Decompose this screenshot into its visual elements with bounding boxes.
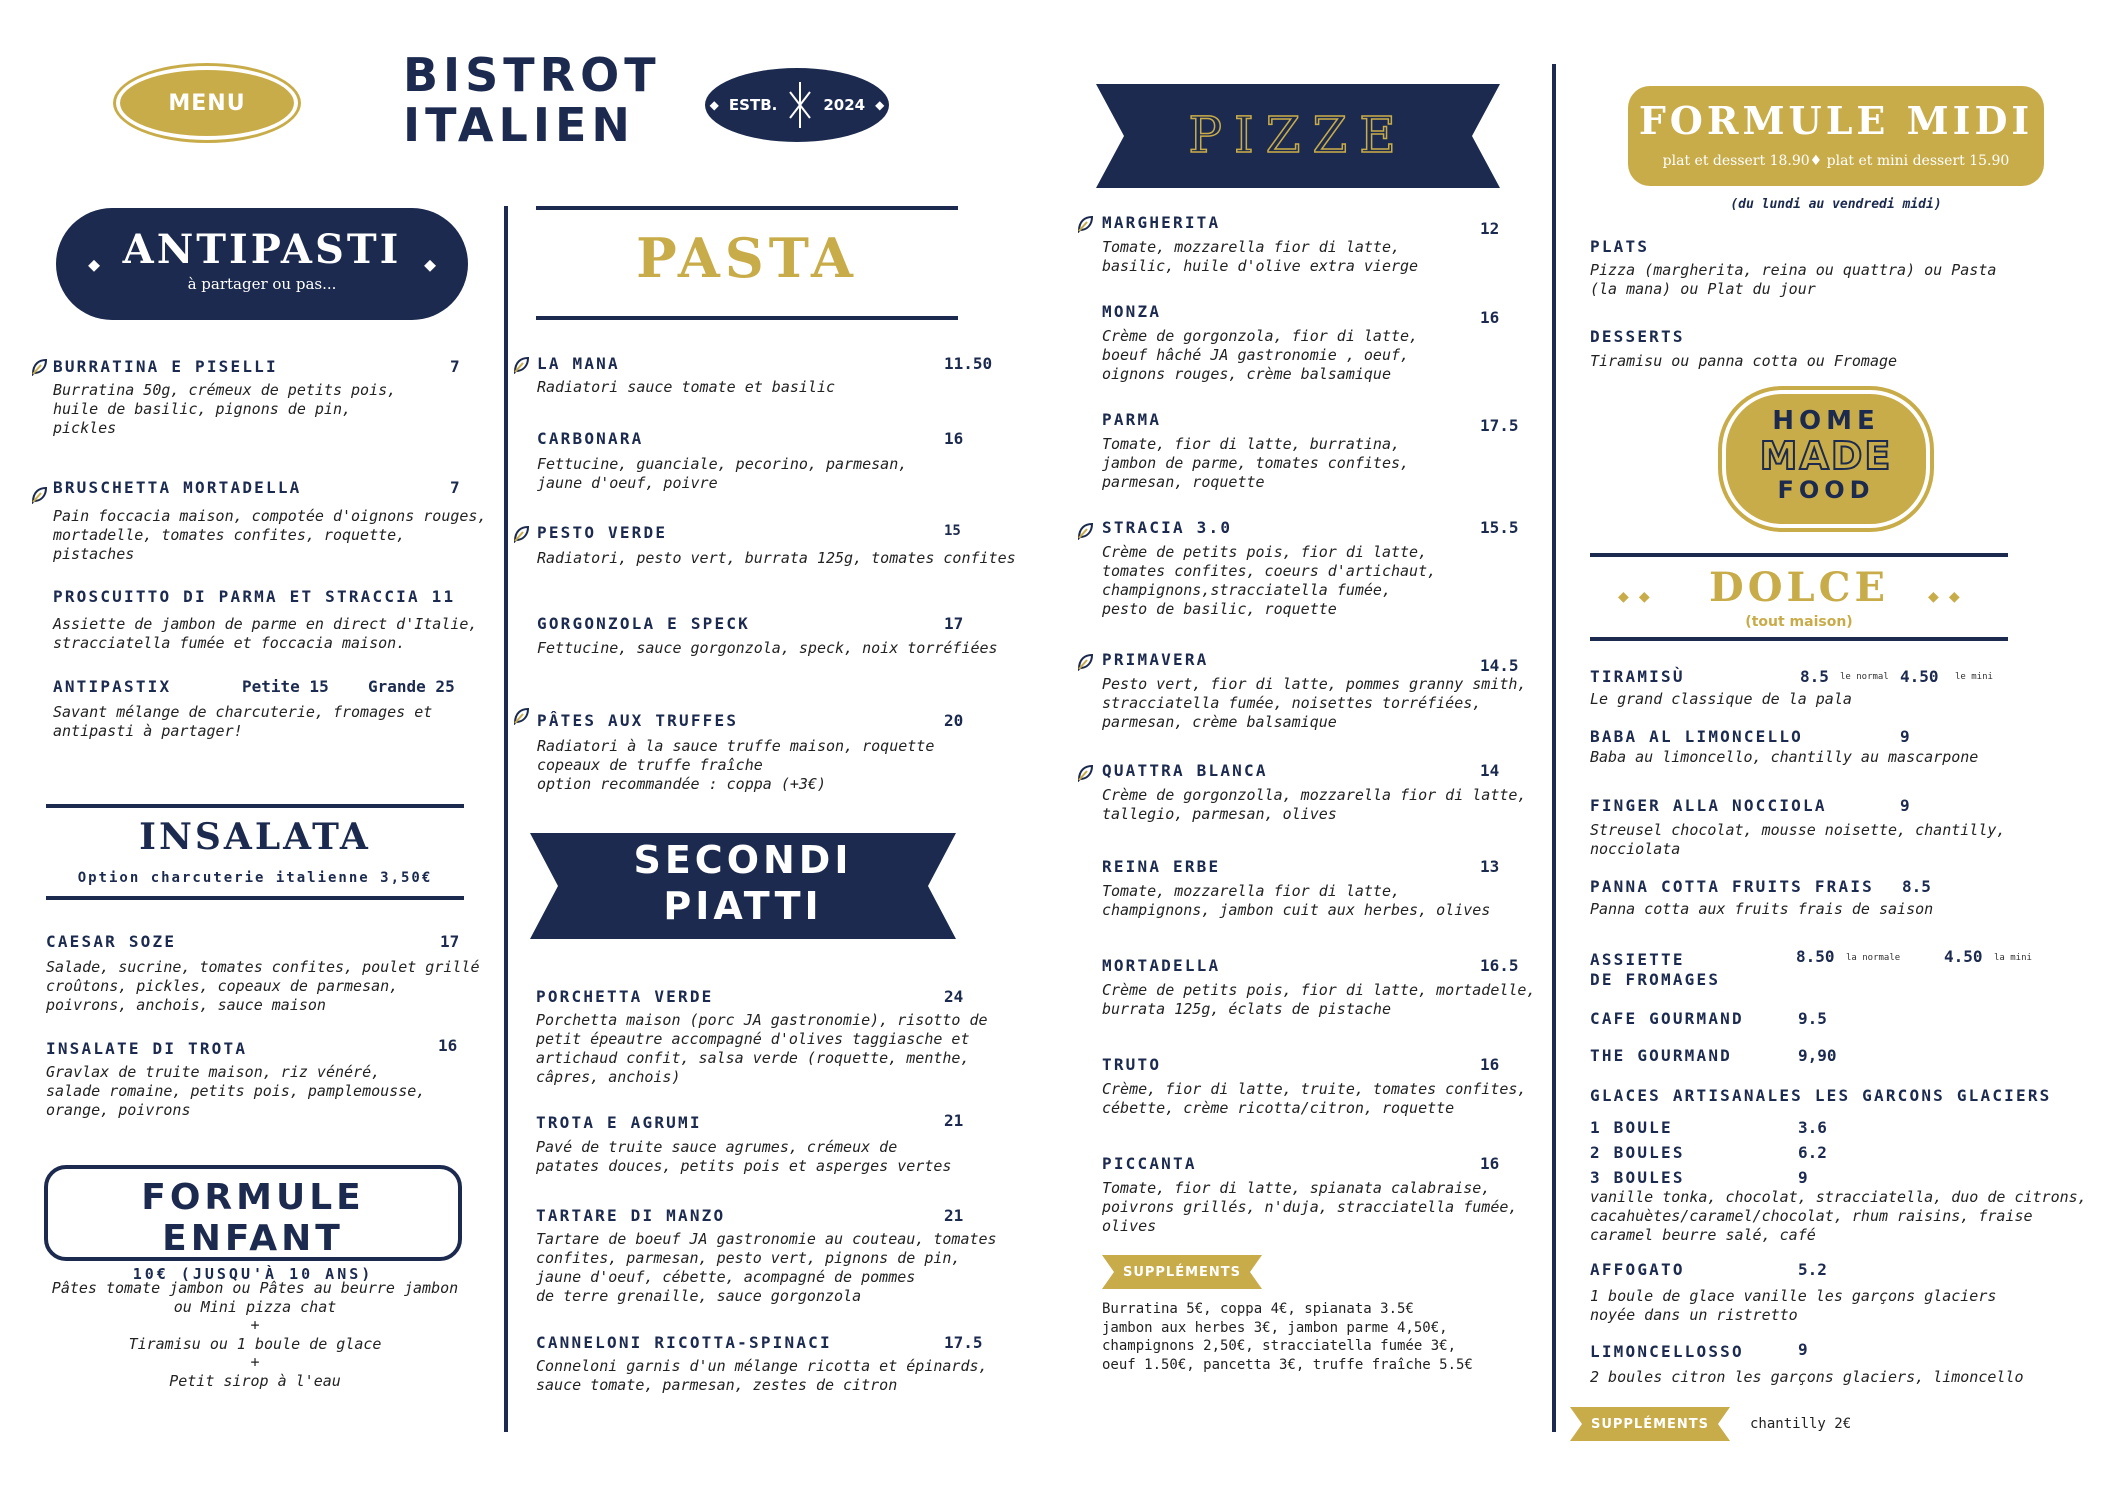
desc-line: Tomate, fior di latte, spianata calabraise,: [1102, 1179, 1491, 1197]
leaf-icon: [512, 356, 530, 374]
formule-midi-days: (du lundi au vendredi midi): [1730, 197, 1942, 212]
formule-midi-box: [1628, 86, 2044, 186]
supplements-desc: chantilly 2€: [1750, 1416, 1852, 1432]
desc-line: Pâtes tomate jambon ou Pâtes au beurre jambon: [51, 1279, 459, 1297]
menu-item-price-2-note: le mini: [1955, 672, 1993, 682]
desc-line: Gravlax de truite maison, riz vénéré,: [46, 1063, 381, 1081]
pizze-title: PIZZE: [1188, 106, 1408, 164]
menu-item-desc: [536, 1357, 988, 1395]
desc-line: Tomate, fior di latte, burratina,: [1102, 435, 1401, 453]
menu-item-price: 7: [450, 478, 460, 497]
desc-line: oignons rouges, crème balsamique: [1102, 365, 1391, 383]
desc-line: Radiatori, pesto vert, burrata 125g, tomates confites: [537, 549, 1016, 567]
diamond-icon: ◆◆: [1928, 586, 1970, 607]
menu-item-price-2: 4.50: [1900, 667, 1939, 686]
desc-line: Crème de petits pois, fior di latte,: [1102, 543, 1428, 561]
supplements-label: SUPPLÉMENTS: [1122, 1264, 1242, 1280]
menu-item-name: LIMONCELLOSSO: [1590, 1342, 1744, 1361]
desc-line: 1 boule de glace vanille les garçons glaciers: [1590, 1287, 1997, 1305]
menu-item-price: 11.50: [944, 354, 993, 373]
desc-line: olives: [1102, 1217, 1157, 1235]
formule-enfant-box: [44, 1165, 462, 1283]
desc-line: Pain foccacia maison, compotée d'oignons rouges,: [53, 507, 487, 525]
diamond-icon: ◆: [423, 252, 436, 276]
menu-item-name: PARMA: [1102, 410, 1162, 429]
menu-item-price: 7: [450, 357, 460, 376]
menu-item-desc: [1102, 435, 1409, 492]
menu-item-name: ANTIPASTIX: [53, 677, 172, 696]
menu-item-desc: [53, 703, 432, 741]
desc-line: poivrons grillés, n'duja, stracciatella fumée,: [1102, 1198, 1518, 1216]
dolce-rule-top: [1590, 553, 2008, 557]
desserts-label: DESSERTS: [1590, 327, 1685, 346]
desc-line: parmesan, crème balsamique: [1102, 713, 1337, 731]
menu-item-price: 13: [1480, 857, 1500, 876]
menu-item-name: CAESAR SOZE: [46, 932, 177, 951]
menu-item-price: 9: [1900, 727, 1910, 746]
desc-line: +: [250, 1353, 260, 1371]
menu-item-name: GORGONZOLA E SPECK: [537, 614, 750, 633]
glaces-title: GLACES ARTISANALES LES GARCONS GLACIERS: [1590, 1086, 2052, 1105]
menu-item-price: 15: [944, 523, 961, 539]
supplements-label: SUPPLÉMENTS: [1590, 1416, 1710, 1432]
menu-item-price: 12: [1480, 219, 1500, 238]
desc-line: basilic, huile d'olive extra vierge: [1102, 257, 1419, 275]
desc-line: stracciatella fumée et foccacia maison.: [53, 634, 406, 652]
menu-item-desc: [1590, 821, 2005, 859]
menu-item-desc: [1102, 238, 1418, 276]
menu-item-desc: Panna cotta aux fruits frais de saison: [1590, 900, 1934, 918]
menu-item-price-large: Grande 25: [368, 677, 455, 696]
menu-item-desc: [1102, 675, 1526, 732]
secondi-ribbon: [530, 833, 956, 939]
menu-item-desc: [537, 378, 835, 397]
menu-item-price: 16: [944, 429, 964, 448]
desc-line: Burratina 50g, crémeux de petits pois,: [53, 381, 397, 399]
leaf-icon: [512, 707, 530, 725]
insalata-title: INSALATA: [139, 816, 371, 858]
formule-midi-prices: plat et dessert 18.90♦ plat et mini dessert 15.90: [1662, 153, 2010, 169]
menu-item-desc: [53, 381, 396, 438]
desc-line: Petit sirop à l'eau: [169, 1371, 341, 1390]
insalata-rule-top: [46, 804, 464, 808]
menu-item-price: 17.5: [944, 1333, 983, 1352]
homemade-badge: [1722, 390, 1930, 528]
desc-line: mortadelle, tomates confites, roquette,: [53, 526, 406, 544]
menu-item-price: 8.50: [1796, 947, 1835, 966]
brand-line-1: BISTROT: [403, 48, 661, 102]
menu-item-price: 9.5: [1798, 1009, 1827, 1028]
desc-line: câpres, anchois): [536, 1068, 681, 1086]
menu-item-price-small: Petite 15: [242, 677, 329, 696]
menu-item-price-note: le normal: [1840, 672, 1889, 682]
menu-item-desc: [1102, 1080, 1526, 1118]
desc-line: Savant mélange de charcuterie, fromages et: [53, 703, 433, 721]
menu-item-price: 24: [944, 987, 964, 1006]
menu-item-desc: [537, 639, 998, 658]
menu-item-price: 21: [944, 1206, 964, 1225]
menu-item-name: PÂTES AUX TRUFFES: [537, 711, 739, 730]
desc-line: Tomate, mozzarella fior di latte,: [1102, 238, 1401, 256]
menu-item-name: PORCHETTA VERDE: [536, 987, 714, 1006]
antipasti-header: [56, 208, 468, 320]
diamond-icon: ◆: [88, 252, 101, 276]
desc-line: Assiette de jambon de parme en direct d'Italie,: [53, 615, 478, 633]
menu-item-name: TARTARE DI MANZO: [536, 1206, 726, 1225]
brand-title: [403, 50, 661, 150]
menu-item-price: 15.5: [1480, 518, 1519, 537]
menu-item-name: PICCANTA: [1102, 1154, 1197, 1173]
menu-item-name: CANNELONI RICOTTA-SPINACI: [536, 1333, 832, 1352]
menu-item-name: CARBONARA: [537, 429, 644, 448]
menu-item-name: QUATTRA BLANCA: [1102, 761, 1268, 780]
desc-line: noyée dans un ristretto: [1590, 1306, 1798, 1324]
title-line: SECONDI: [633, 838, 853, 882]
glace-item-name: 1 BOULE: [1590, 1118, 1673, 1137]
desc-line: croûtons, pickles, copeaux de parmesan,: [46, 977, 399, 995]
menu-item-price: 5.2: [1798, 1260, 1827, 1279]
desc-line: tallegio, parmesan, olives: [1102, 805, 1337, 823]
menu-badge: [116, 66, 298, 140]
desc-line: (la mana) ou Plat du jour: [1590, 280, 1816, 298]
menu-item-desc: [1102, 981, 1535, 1019]
menu-item-desc: [46, 958, 479, 1015]
desc-line: cacahuètes/caramel/chocolat, rhum raisins, fraise: [1590, 1207, 2033, 1225]
desc-line: cébette, crème ricotta/citron, roquette: [1102, 1099, 1455, 1117]
desc-line: champignons 2,50€, stracciatella fumée 3€,: [1102, 1338, 1457, 1354]
desc-line: Tartare de boeuf JA gastronomie au couteau, tomates: [536, 1230, 997, 1248]
homemade-line-2: MADE: [1759, 434, 1893, 478]
glace-item-price: 6.2: [1798, 1143, 1827, 1162]
formule-enfant-desc: [40, 1279, 470, 1390]
supplements-tag: [1570, 1407, 1730, 1441]
desc-line: oeuf 1.50€, pancetta 3€, truffe fraîche 5.5€: [1102, 1356, 1473, 1373]
menu-item-name: BURRATINA E PISELLI: [53, 357, 278, 376]
menu-item-price: 17: [440, 932, 460, 951]
menu-item-desc: [537, 455, 907, 493]
desc-line: patates douces, petits pois et asperges vertes: [536, 1157, 952, 1175]
menu-item-price: 16: [438, 1036, 458, 1055]
formule-midi-title: FORMULE MIDI: [1638, 98, 2034, 143]
desc-line: Streusel chocolat, mousse noisette, chantilly,: [1590, 821, 2006, 839]
menu-item-desc: [53, 615, 477, 653]
leaf-icon: [1076, 522, 1094, 540]
menu-item-price: 9: [1900, 796, 1910, 815]
desc-line: tomates confites, coeurs d'artichaut,: [1102, 562, 1437, 580]
desc-line: Porchetta maison (porc JA gastronomie), risotto de: [536, 1011, 988, 1029]
dolce-title: DOLCE: [1709, 564, 1889, 611]
menu-item-desc: [1102, 882, 1490, 920]
menu-item-price: 8.5: [1800, 667, 1829, 686]
menu-item-price: 16.5: [1480, 956, 1519, 975]
name-line: ASSIETTE: [1590, 950, 1685, 969]
menu-item-price: 17.5: [1480, 416, 1519, 435]
menu-item-price: 21: [944, 1111, 964, 1130]
menu-item-name: AFFOGATO: [1590, 1260, 1685, 1279]
desc-line: Burratina 5€, coppa 4€, spianata 3.5€: [1102, 1301, 1414, 1317]
desc-line: antipasti à partager!: [53, 722, 243, 740]
menu-item-price: 20: [944, 711, 964, 730]
pasta-title: PASTA: [636, 226, 858, 290]
desc-line: nocciolata: [1590, 840, 1681, 858]
menu-item-name: MORTADELLA: [1102, 956, 1221, 975]
homemade-line-1: HOME: [1772, 406, 1880, 436]
desc-line: champignons,stracciatella fumée,: [1102, 581, 1391, 599]
desc-line: Radiatori à la sauce truffe maison, roquette: [537, 737, 935, 755]
column-divider-1: [504, 206, 508, 1432]
menu-item-name: PRIMAVERA: [1102, 650, 1209, 669]
menu-item-desc: [46, 1063, 425, 1120]
desc-line: poivrons, anchois, sauce maison: [46, 996, 326, 1014]
menu-item-name: CAFE GOURMAND: [1590, 1009, 1744, 1028]
desc-line: copeaux de truffe fraîche: [537, 756, 763, 774]
desc-line: pickles: [53, 419, 117, 437]
menu-item-desc: [1102, 1179, 1517, 1236]
desc-line: Pizza (margherita, reina ou quattra) ou Pasta: [1590, 261, 1997, 279]
menu-item-desc: Le grand classique de la pala: [1590, 690, 1852, 708]
supplements-tag: [1102, 1255, 1262, 1289]
desc-line: pesto de basilic, roquette: [1102, 600, 1337, 618]
menu-item-name: REINA ERBE: [1102, 857, 1221, 876]
menu-item-name: STRACIA 3.0: [1102, 518, 1233, 537]
menu-item-desc: [1102, 786, 1526, 824]
desc-line: jaune d'oeuf, cébette, acompagné de pommes: [536, 1268, 916, 1286]
menu-item-name: INSALATE DI TROTA: [46, 1039, 248, 1058]
leaf-icon: [1076, 653, 1094, 671]
plats-desc: [1590, 261, 1996, 299]
menu-item-desc: [1590, 1287, 1996, 1325]
leaf-icon: [30, 358, 48, 376]
desc-line: Crème, fior di latte, truite, tomates confites,: [1102, 1080, 1527, 1098]
desc-line: jaune d'oeuf, poivre: [537, 474, 718, 492]
wheat-icon: [787, 80, 813, 130]
desc-line: jambon aux herbes 3€, jambon parme 4,50€,: [1102, 1319, 1448, 1336]
menu-item-desc: Baba au limoncello, chantilly au mascarpone: [1590, 748, 1979, 766]
menu-item-name: FINGER ALLA NOCCIOLA: [1590, 796, 1827, 815]
desc-line: caramel beurre salé, café: [1590, 1226, 1816, 1244]
menu-item-name: TIRAMISÙ: [1590, 667, 1685, 686]
desc-line: Tomate, mozzarella fior di latte,: [1102, 882, 1401, 900]
leaf-icon: [512, 525, 530, 543]
plats-label: PLATS: [1590, 237, 1650, 256]
menu-item-name: MONZA: [1102, 302, 1162, 321]
insalata-option: Option charcuterie italienne 3,50€: [77, 870, 433, 886]
menu-item-desc: [536, 1138, 951, 1176]
menu-item-price: 16: [1480, 1055, 1500, 1074]
pizze-ribbon: [1096, 84, 1500, 188]
menu-item-price: 16: [1480, 308, 1500, 327]
menu-item-name: [1590, 950, 1720, 990]
desc-line: artichaud confit, salsa verde (roquette, menthe,: [536, 1049, 970, 1067]
leaf-icon: [1076, 215, 1094, 233]
desc-line: champignons, jambon cuit aux herbes, olives: [1102, 901, 1491, 919]
secondi-title: [530, 837, 956, 929]
menu-item-name: LA MANA: [537, 354, 620, 373]
desc-line: sauce tomate, parmesan, zestes de citron: [536, 1376, 898, 1394]
glaces-desc: [1590, 1188, 2087, 1245]
desc-line: Conneloni garnis d'un mélange ricotta et épinards,: [536, 1357, 988, 1375]
menu-item-desc: [537, 549, 1016, 568]
menu-label: MENU: [168, 90, 246, 116]
menu-item-name: PESTO VERDE: [537, 523, 668, 542]
diamond-icon: ◆◆: [1618, 586, 1660, 607]
estb-label: ESTB.: [728, 96, 778, 114]
desc-line: petit épeautre accompagné d'olives taggiasche et: [536, 1030, 970, 1048]
desc-line: confites, parmesan, pesto vert, pignons de pin,: [536, 1249, 961, 1267]
brand-line-2: ITALIEN: [403, 98, 635, 152]
desc-line: Radiatori sauce tomate et basilic: [537, 378, 836, 396]
desc-line: Fettucine, sauce gorgonzola, speck, noix torréfiées: [537, 639, 998, 657]
pasta-rule-bottom: [536, 316, 958, 320]
menu-item-name: TROTA E AGRUMI: [536, 1113, 702, 1132]
desc-line: orange, poivrons: [46, 1101, 191, 1119]
pasta-rule-top: [536, 206, 958, 210]
menu-item-name: MARGHERITA: [1102, 213, 1221, 232]
menu-item-price: 9,90: [1798, 1046, 1837, 1065]
glace-item-name: 2 BOULES: [1590, 1143, 1685, 1162]
desc-line: de terre grenaille, sauce gorgonzola: [536, 1287, 862, 1305]
desc-line: salade romaine, petits pois, pamplemousse,: [46, 1082, 426, 1100]
menu-item-desc: [536, 1011, 988, 1087]
desc-line: Crème de gorgonzola, fior di latte,: [1102, 327, 1419, 345]
glace-item-price: 3.6: [1798, 1118, 1827, 1137]
dolce-rule-bottom: [1590, 637, 2008, 641]
desc-line: Pesto vert, fior di latte, pommes granny smith,: [1102, 675, 1527, 693]
menu-item-price: 14.5: [1480, 656, 1519, 675]
desc-line: huile de basilic, pignons de pin,: [53, 400, 352, 418]
menu-item-price: 16: [1480, 1154, 1500, 1173]
menu-item-price-2-note: la mini: [1994, 953, 2032, 963]
formule-enfant-title: FORMULE ENFANT: [141, 1177, 365, 1259]
menu-item-price: 17: [944, 614, 964, 633]
menu-item-name: TRUTO: [1102, 1055, 1162, 1074]
desc-line: parmesan, roquette: [1102, 473, 1265, 491]
desc-line: ou Mini pizza chat: [173, 1297, 337, 1316]
desc-line: Tiramisu ou 1 boule de glace: [128, 1334, 382, 1353]
desc-line: option recommandée : coppa (+3€): [537, 775, 826, 793]
menu-item-desc: [536, 1230, 997, 1306]
desc-line: stracciatella fumée, noisettes torréfiées,: [1102, 694, 1482, 712]
desc-line: boeuf hâché JA gastronomie , oeuf,: [1102, 346, 1410, 364]
glace-item-price: 9: [1798, 1168, 1808, 1187]
name-line: DE FROMAGES: [1590, 970, 1721, 989]
leaf-icon: [30, 486, 48, 504]
leaf-icon: [1076, 764, 1094, 782]
desc-line: Fettucine, guanciale, pecorino, parmesan,: [537, 455, 908, 473]
menu-item-price-note: la normale: [1846, 953, 1901, 963]
menu-item-name: THE GOURMAND: [1590, 1046, 1732, 1065]
desserts-desc: Tiramisu ou panna cotta ou Fromage: [1590, 352, 1898, 370]
menu-item-price-2: 4.50: [1944, 947, 1983, 966]
desc-line: burrata 125g, éclats de pistache: [1102, 1000, 1391, 1018]
established-badge: [705, 68, 889, 142]
desc-line: Crème de petits pois, fior di latte, mortadelle,: [1102, 981, 1536, 999]
desc-line: vanille tonka, chocolat, stracciatella, duo de citrons,: [1590, 1188, 2087, 1206]
antipasti-subtitle: à partager ou pas...: [187, 275, 337, 293]
menu-item-desc: [537, 737, 934, 794]
desc-line: Crème de gorgonzolla, mozzarella fior di latte,: [1102, 786, 1527, 804]
desc-line: +: [250, 1316, 260, 1334]
diamond-icon: ◆: [875, 98, 885, 112]
desc-line: Salade, sucrine, tomates confites, poulet grillé: [46, 958, 480, 976]
homemade-line-3: FOOD: [1777, 476, 1875, 504]
menu-item-name: PROSCUITTO DI PARMA ET STRACCIA 11: [53, 587, 456, 606]
menu-item-price: 9: [1798, 1340, 1808, 1359]
menu-item-name: BRUSCHETTA MORTADELLA: [53, 478, 302, 497]
column-divider-3: [1552, 64, 1556, 1432]
glace-item-name: 3 BOULES: [1590, 1168, 1685, 1187]
menu-item-desc: [1102, 327, 1418, 384]
estb-year: 2024: [823, 96, 866, 114]
desc-line: jambon de parme, tomates confites,: [1102, 454, 1410, 472]
supplements-desc: [1102, 1300, 1473, 1374]
diamond-icon: ◆: [709, 98, 719, 112]
menu-item-name: BABA AL LIMONCELLO: [1590, 727, 1803, 746]
title-line: PIATTI: [663, 884, 823, 928]
menu-item-price: 8.5: [1902, 877, 1931, 896]
antipasti-title: ANTIPASTI: [122, 226, 402, 273]
menu-item-desc: [53, 507, 486, 564]
menu-item-price: 14: [1480, 761, 1500, 780]
formule-enfant-subtitle: 10€ (JUSQU'À 10 ANS): [132, 1265, 374, 1283]
menu-item-desc: 2 boules citron les garçons glaciers, limoncello: [1590, 1368, 2024, 1386]
menu-item-desc: [1102, 543, 1436, 619]
desc-line: Pavé de truite sauce agrumes, crémeux de: [536, 1138, 898, 1156]
insalata-rule-bottom: [46, 896, 464, 900]
menu-item-name: PANNA COTTA FRUITS FRAIS: [1590, 877, 1874, 896]
dolce-subtitle: (tout maison): [1745, 614, 1853, 630]
desc-line: pistaches: [53, 545, 135, 563]
